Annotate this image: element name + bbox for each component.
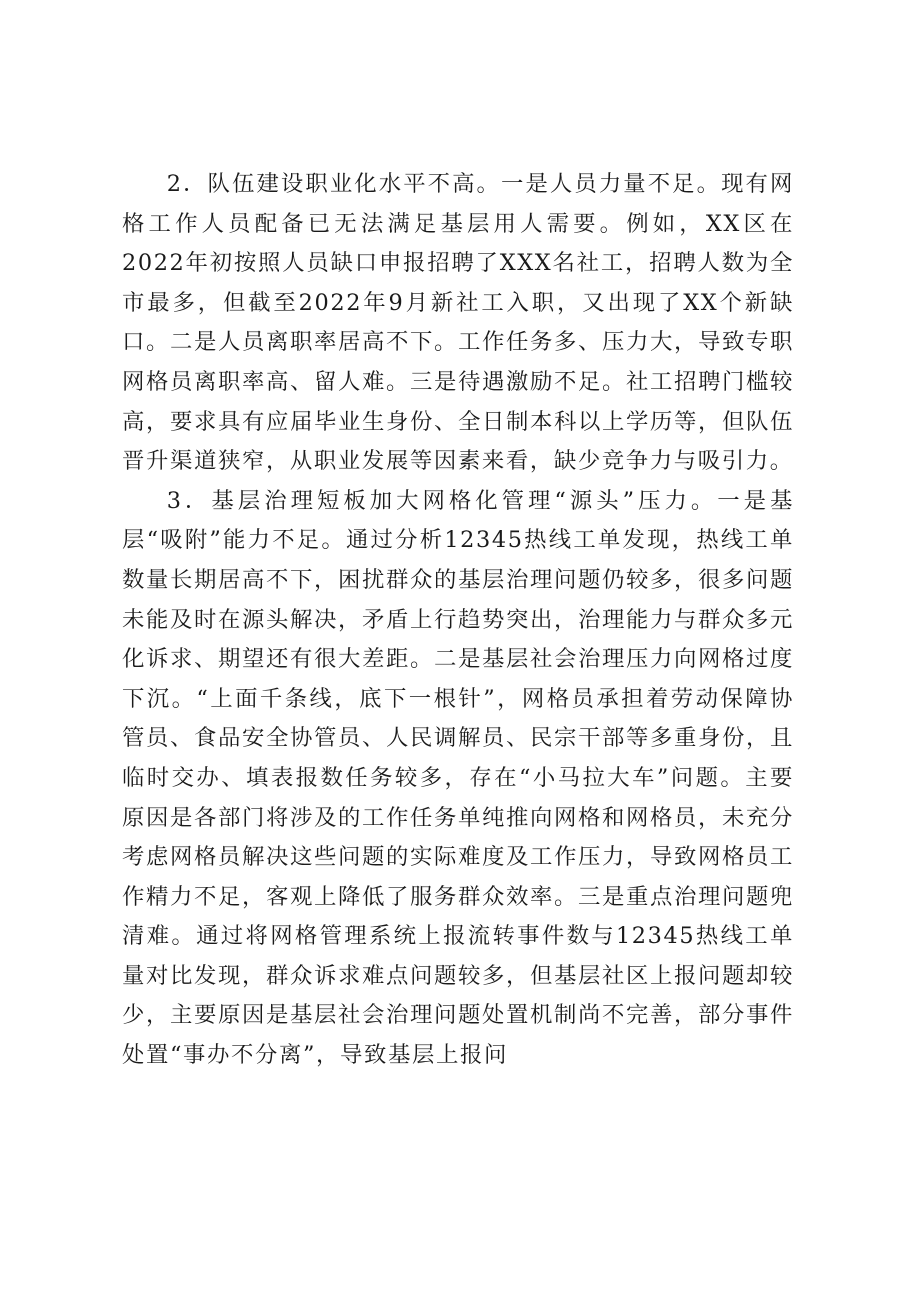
body-text [122, 165, 794, 1076]
paragraph-grassroots-governance: 3．基层治理短板加大网格化管理“源头”压力。一是基层“吸附”能力不足。通过分析12345热线工单发现，热线工单数量长期居高不下，困扰群众的基层治理问题仍较多，很多问题未能及时在源头解决，矛盾上行趋势突出，治理能力与群众多元化诉求、期望还有很大差距。二是基层社会治理压力向网格过度下沉。“上面千条线，底下一根针”，网格员承担着劳动保障协管员、食品安全协管员、人民调解员、民宗干部等多重身份，且临时交办、填表报数任务较多，存在“小马拉大车”问题。主要原因是各部门将涉及的工作任务单纯推向网格和网格员，未充分考虑网格员解决这些问题的实际难度及工作压力，导致网格员工作精力不足，客观上降低了服务群众效率。三是重点治理问题兜清难。通过将网格管理系统上报流转事件数与12345热线工单量对比发现，群众诉求难点问题较多，但基层社区上报问题却较少，主要原因是基层社会治理问题处置机制尚不完善，部分事件处置“事办不分离”，导致基层上报问 [122, 487, 794, 1069]
paragraph-team-building: 2．队伍建设职业化水平不高。一是人员力量不足。现有网格工作人员配备已无法满足基层用人需要。例如，XX区在2022年初按照人员缺口申报招聘了XXX名社工，招聘人数为全市最多，但截至2022年9月新社工入职，又出现了XX个新缺口。二是人员离职率居高不下。工作任务多、压力大，导致专职网格员离职率高、留人难。三是待遇激励不足。社工招聘门槛较高，要求具有应届毕业生身份、全日制本科以上学历等，但队伍晋升渠道狭窄，从职业发展等因素来看，缺少竞争力与吸引力。 [122, 171, 794, 475]
